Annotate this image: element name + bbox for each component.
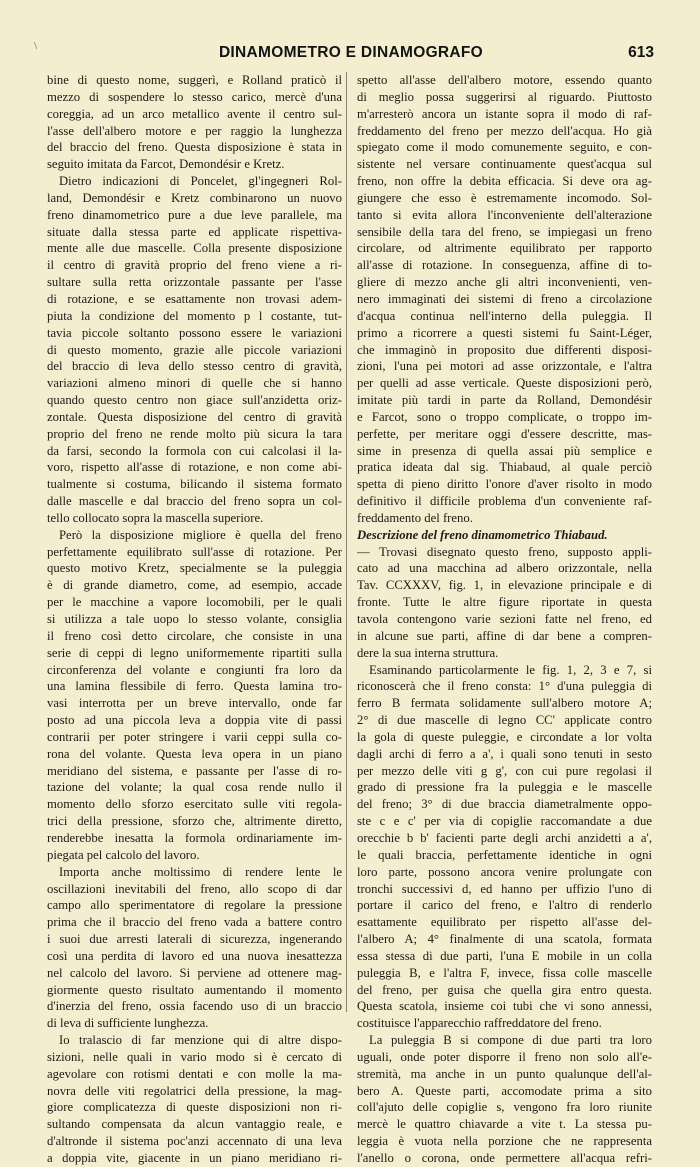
left-column [47,72,342,1167]
text-line: le quali braccia, perfettamente identiche in ogni [357,847,652,862]
text-line: Io tralascio di far menzione qui di altre dispo- [59,1033,342,1048]
text-line: piegata pel calcolo del lavoro. [47,847,200,862]
text-line: perfette, per meritare oggi d'essere descritte, mas- [357,426,652,441]
text-line: sensibile della tara del freno, se impiegasi un freno [357,224,652,239]
text-line: e Farcot, sono o troppo complicate, o troppo im- [357,409,652,424]
text-line: tanto si evita allora l'inconveniente dell'alterazione [357,207,652,222]
text-line: tazione del volante; la qual cosa rende nullo il [47,780,342,795]
text-line: Descrizione del freno dinamometrico Thiabaud. [357,527,608,542]
text-line: il freno così detto circolare, che consiste in una [47,628,342,643]
text-line: zioni, l'una pei motori ad asse orizzontale, e l'altra [357,359,652,374]
text-line: meridiano del sistema, e passante per l'asse di ro- [47,763,342,778]
text-line: La puleggia B si compone di due parti tra loro [369,1033,652,1048]
text-line: giormente questo risultato aumentando il momento [47,982,342,997]
text-line: voro, rispetto all'asse di rotazione, e non come abi- [47,460,342,475]
text-line: giungere che esso è estremamente incomodo. Sol- [357,190,652,205]
text-line: serie di ceppi di legno uniformemente ripartiti sulla [47,645,342,660]
text-line: oscillazioni inevitabili del freno, allo scopo di dar [47,881,342,896]
text-line: i suoi due arresti laterali di sicurezza, ingenerando [47,932,342,947]
text-line: esattamente equilibrato per rispetto all'asse del- [357,915,652,930]
text-line: per le macchine a vapore locomobili, per le quali [47,595,342,610]
text-line: l'asse dell'albero motore e per raggio la lunghezza [47,123,342,138]
text-line: essa stessa di due parti, l'una E mobile in un colla [357,948,652,963]
corner-mark: \ [34,40,38,52]
text-line: land, Demondésir e Kretz combinarono un nuovo [47,190,342,205]
text-line: m'arresterò ancora un istante sopra il modo di raf- [357,106,652,121]
text-line: renderebbe inesatta la formola ordinariamente im- [47,830,342,845]
text-line: fronte. Tutte le altre figure riportate in questa [357,595,652,610]
text-line: d'inerzia del freno, ossia facendo uso di un braccio [47,999,342,1014]
text-line: dagli archi di ferro a a', i quali sono tenuti in sesto [357,746,652,761]
text-line: freno dinamometrico pure a due leve parallele, ma [47,207,342,222]
text-line: in alcune sue parti, affine di dar bene a compren- [357,628,652,643]
text-line: bero A. Queste parti, accomodate prima a sito [357,1083,652,1098]
column-divider [346,72,347,1012]
text-line: che immaginò in proposito due differenti disposi- [357,342,652,357]
text-line: perfettamente equilibrato sull'asse di rotazione. Per [47,544,342,559]
text-line: imitate più tardi in parte da Rolland, Demondésir [357,393,652,408]
text-line: Dietro indicazioni di Poncelet, gl'ingegneri Rol- [59,174,342,189]
text-line: definitivo il difficile problema d'un conveniente raf- [357,494,652,509]
text-line: del freno, per guisa che quella gira entro questa. [357,982,652,997]
text-line: tavola contengono varie sezioni fatte nel freno, ed [357,612,652,626]
text-line: Però la disposizione migliore è quella del freno [59,527,342,542]
text-line: la gola di queste puleggie, e circondate a lor volta [357,729,652,744]
text-line: orecchie b b' facienti parte degli archi anzidetti a a', [357,830,652,845]
text-line: tello collocato sopra la mascella superiore. [47,510,264,525]
text-line: all'asse di rotazione. In conseguenza, affine di to- [357,258,652,273]
text-line: bine di questo nome, suggerì, e Rolland praticò il [47,73,342,87]
text-line: vasi interrotta per un breve intervallo, onde far [47,696,342,711]
text-line: sistente nel versare continuamente quest'acqua sul [357,157,652,172]
text-line: sizioni, nelle quali in vario modo si è cercato di [47,1049,342,1064]
text-line: tualmente si costuma, bilicando il sistema formato [47,477,342,492]
text-line: agevolare con rotismi dentati e con molle la ma- [47,1066,342,1081]
text-line: leggia è vuota nella porzione che ne rappresenta [357,1134,652,1149]
text-line: ste c e c' per via di copiglie raccomandate a due [357,814,652,829]
text-line: quando questo centro non giace sull'anzidetta oriz- [47,393,342,408]
text-line: mezzo di sospendere lo stesso carico, mercè d'una [47,89,342,104]
right-column [357,72,652,1167]
header-title: DINAMOMETRO E DINAMOGRAFO [218,44,484,61]
text-line: stremità, ma anche in un punto qualunque dell'al- [357,1066,652,1081]
text-line: loro parte, possono ancora venire prolungate con [357,864,652,879]
text-line: Questa scatola, insieme coi tubi che vi sono annessi, [357,999,652,1014]
text-line: Importa anche moltissimo di rendere lente le [59,864,342,879]
text-line: momento dello sforzo esercitato sulle viti regola- [47,797,342,812]
text-line: portare il carico del freno, e l'altro di renderlo [357,898,652,913]
text-line: gliere di mezzo anche gli altri inconvenienti, ven- [357,275,652,290]
text-line: del braccio di leva dello stesso centro di gravità, [47,359,342,374]
text-line: freno, non offre la debita efficacia. Si deve ora ag- [357,174,652,189]
text-line: variazioni almeno minori di quelle che si hanno [47,376,342,391]
text-line: questo motivo Kretz, specialmente se la puleggia [47,561,342,576]
text-line: Tav. CCXXXV, fig. 1, in elevazione principale e di [357,578,652,593]
text-line: prima che il braccio del freno vada a battere contro [47,915,342,930]
text-line: posto ad una piccola leva a doppia vite di passi [47,713,342,728]
text-line: nel calcolo del lavoro. Si perviene ad ottenere mag- [47,965,342,980]
text-line: tavia piccole soltanto possono essere le variazioni [47,325,342,340]
text-line: del braccio del freno. Questa disposizione è stata in [47,140,342,155]
text-line: freddamento del freno per mezzo dell'acqua. Ho già [357,123,652,138]
text-line: contrarii per poter stringere i varii ceppi sulla co- [47,729,342,744]
text-line: sultare sulla retta orizzontale passante per l'asse [47,275,342,290]
text-line: è di grande diametro, come, ad esempio, accade [47,578,342,593]
text-line: giore complicatezza di queste disposizioni non ri- [47,1100,342,1115]
text-line: di questo momento, grazie alle piccole variazioni [47,342,342,357]
text-line: così una perdita di lavoro ed una nuova inesattezza [47,948,342,963]
text-line: spiegato come il modo comunemente seguito, e con- [357,140,652,155]
text-line: l'anello o corona, onde permettere all'acqua refri- [357,1151,652,1165]
text-line: zontale. Questa disposizione del centro di gravità [47,409,342,424]
text-line: d'acqua continua nell'interno della puleggia. Il [357,308,652,323]
text-line: coreggia, ad un arco metallico avente il centro sul- [47,106,342,121]
text-line: spetto all'asse dell'albero motore, essendo quanto [357,73,652,87]
text-line: da farsi, secondo la formola con cui calcolasi il la- [47,443,342,458]
text-line: primo a ricorrere a questi sistemi fu Saint-Léger, [357,325,652,340]
text-line: si utilizza a tale uopo lo stesso volante, consiglia [47,612,342,626]
text-line: d'altronde il sistema poc'anzi accennato di una leva [47,1134,342,1149]
text-line: una lamina flessibile di ferro. Questa lamina tro- [47,679,342,694]
text-line: il centro di gravità proprio del freno viene a ri- [47,258,342,273]
text-line: spetta di pieno diritto l'onore d'aver risolto in modo [357,477,652,492]
text-line: 2° di due mascelle di legno CC' applicate contro [357,713,652,728]
text-line: a doppia vite, giacente in un piano meridiano ri- [47,1151,342,1165]
text-line: uguali, onde poter disporre il freno non solo all'e- [357,1049,652,1064]
text-line: — Trovasi disegnato questo freno, supposto appli- [357,544,652,559]
text-line: nero immaginati dei sistemi di freno a circolazione [357,291,652,306]
text-line: per quelli ad asse verticale. Queste disposizioni però, [357,376,652,391]
text-line: costituisce l'apparecchio raffreddatore del freno. [357,1016,602,1031]
text-line: di rotazione, e se esattamente non trovasi adem- [47,291,342,306]
text-line: cato ad una macchina ad albero orizzontale, nella [357,561,652,576]
text-line: per mezzo delle viti g g', con cui pure regolasi il [357,763,652,778]
text-line: novra delle viti regolatrici della pressione, la mag- [47,1083,342,1098]
text-line: dere la sua interna struttura. [357,645,499,660]
text-line: mente alle due mascelle. Colla presente disposizione [47,241,342,256]
text-line: seguito imitata da Farcot, Demondésir e Kretz. [47,157,285,172]
text-line: puleggia B, e l'altra F, invece, fissa colle mascelle [357,965,652,980]
text-line: trici della pressione, sforzo che, altrimente diretto, [47,814,342,829]
text-line: di meglio possa suggerirsi al riguardo. Piuttosto [357,89,652,104]
text-line: grado di pressione fra la puleggia e le mascelle [357,780,652,795]
running-header [48,44,654,66]
text-line: tronchi successivi d, ed hanno per uffizio l'uno di [357,881,652,896]
text-line: ferro B fermata solidamente sull'albero motore A; [357,696,652,711]
text-line: situate dalla stessa parte ed applicate rispettiva- [47,224,342,239]
text-line: coll'ajuto delle copiglie s, vengono fra loro riunite [357,1100,652,1115]
text-line: di leva di sufficiente lunghezza. [47,1016,209,1031]
text-line: freddamento del freno. [357,510,473,525]
text-line: piuta la condizione del momento p l costante, tut- [47,308,342,323]
text-line: l'albero A; 4° finalmente di una scatola, formata [357,932,652,947]
text-line: sultando compensata da alcun vantaggio reale, e [47,1117,342,1132]
text-line: riconoscerà che il freno consta: 1° d'una puleggia di [357,679,652,694]
text-line: campo allo sperimentatore di regolare la pressione [47,898,342,913]
text-line: mercè le quattro chiavarde a vite t. La stessa pu- [357,1117,652,1132]
text-line: rona del volante. Questa leva opera in un piano [47,746,342,761]
text-line: dalle mascelle e dal braccio del freno sopra un col- [47,494,342,509]
text-line: Esaminando particolarmente le fig. 1, 2, 3 e 7, si [369,662,652,677]
text-line: sime in presenza di quella assai più semplice e [357,443,652,458]
text-line: pratica ideata dal sig. Thiabaud, al quale perciò [357,460,652,475]
text-line: circonferenza del volante e congiunti fra loro da [47,662,342,677]
text-line: proprio del freno ne rende molto più sicura la tara [47,426,342,441]
page-number: 613 [628,44,654,61]
text-line: del freno; 3° di due braccia diametralmente oppo- [357,797,652,812]
text-line: circolare, od altrimente equilibrato per rapporto [357,241,652,256]
